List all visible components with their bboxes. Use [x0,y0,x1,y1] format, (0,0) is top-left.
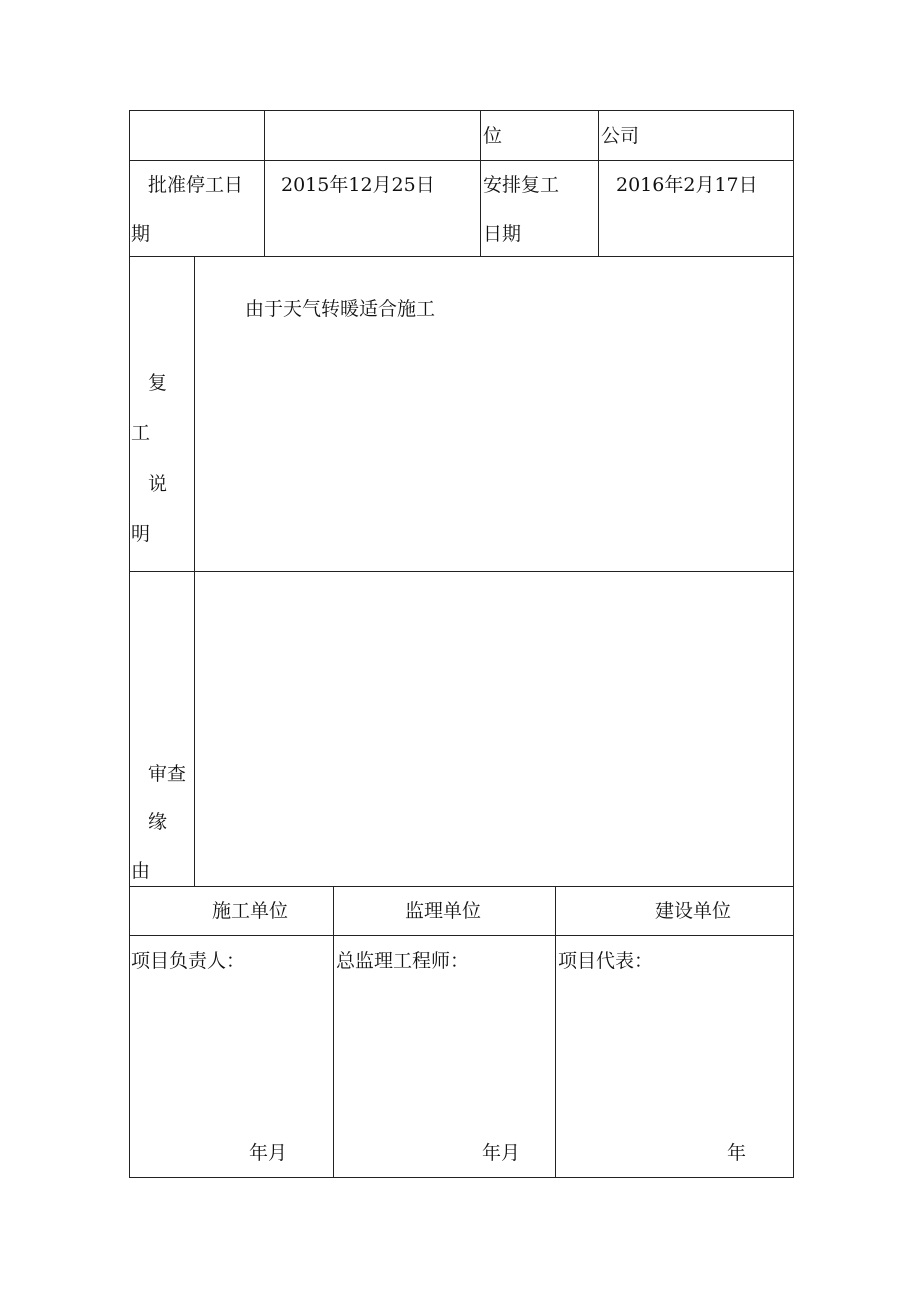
table-border-bottom [129,1177,794,1178]
stop-date-label-line2: 期 [131,223,151,245]
resume-date-label-line2: 日期 [483,223,522,245]
table-border-left [129,110,130,1178]
col-divider-b [480,110,481,257]
unit-value-tail: 公司 [601,125,640,147]
resume-date-value: 2016年2月17日 [616,174,758,196]
unit-label-tail: 位 [483,125,503,147]
table-border-top [129,110,794,111]
resume-date-label-line1: 安排复工 [483,174,560,196]
chief-supervisor-label: 总监理工程师： [336,950,470,972]
label-col-divider [194,256,195,887]
row-divider-3 [129,571,794,572]
supervision-unit-header: 监理单位 [405,900,482,922]
resume-explanation-label-char-2: 工 [131,422,151,444]
project-representative-label: 项目代表： [558,950,654,972]
row-divider-1 [129,160,794,161]
review-reason-label-line1: 审查 [148,763,187,785]
col-divider-a [264,110,265,257]
review-reason-label-line2: 缘 [148,811,168,833]
owner-unit-header: 建设单位 [655,900,732,922]
stop-date-label-line1: 批准停工日 [148,174,244,196]
review-reason-label-line3: 由 [131,860,151,882]
project-manager-label: 项目负责人： [131,950,246,972]
construction-sign-date: 年月 [249,1142,288,1164]
row-divider-5 [129,935,794,936]
resume-explanation-label-char-4: 明 [131,523,151,545]
sig-col-divider-1 [333,886,334,1178]
owner-sign-date: 年 [727,1142,747,1164]
resume-explanation-content: 由于天气转暖适合施工 [245,298,436,320]
construction-unit-header: 施工单位 [212,900,289,922]
sig-col-divider-2 [555,886,556,1178]
row-divider-2 [129,256,794,257]
resume-explanation-label-char-3: 说 [148,473,168,495]
col-divider-c [598,110,599,257]
table-border-right [793,110,794,1178]
stop-date-value: 2015年12月25日 [281,174,435,196]
supervision-sign-date: 年月 [482,1142,521,1164]
resume-explanation-label-char-1: 复 [148,372,168,394]
row-divider-4 [129,886,794,887]
